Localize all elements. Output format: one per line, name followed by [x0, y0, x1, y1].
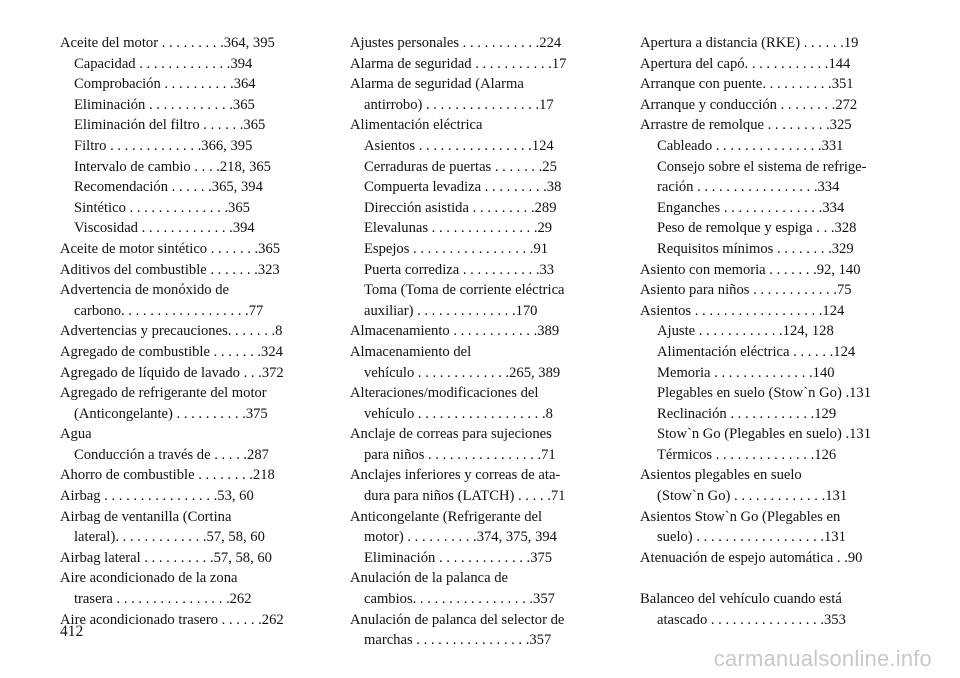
index-entry: auxiliar) . . . . . . . . . . . . . .170 — [364, 302, 538, 319]
index-entry: Alarma de seguridad (Alarma — [350, 76, 524, 93]
index-entry: Requisitos mínimos . . . . . . . .329 — [657, 240, 854, 257]
index-entry: vehículo . . . . . . . . . . . . . . . . . .8 — [364, 405, 553, 422]
index-column-1 — [60, 33, 316, 630]
index-entry: Anclajes inferiores y correas de ata- — [350, 467, 561, 484]
index-entry: Apertura a distancia (RKE) . . . . . .19 — [640, 35, 859, 51]
index-entry: vehículo . . . . . . . . . . . . .265, 389 — [364, 364, 561, 381]
index-entry: Consejo sobre el sistema de refrige- — [657, 158, 867, 175]
index-entry: Anulación de palanca del selector de — [350, 611, 565, 628]
index-entry: Toma (Toma de corriente eléctrica — [364, 282, 565, 299]
index-entry: Asiento con memoria . . . . . . .92, 140 — [640, 261, 861, 278]
index-entry: antirrobo) . . . . . . . . . . . . . . . .17 — [364, 96, 554, 113]
index-entry: suelo) . . . . . . . . . . . . . . . . . .131 — [657, 529, 846, 546]
index-entry: Ahorro de combustible . . . . . . . .218 — [60, 467, 275, 484]
index-entry: lateral). . . . . . . . . . . . .57, 58, 60 — [74, 529, 265, 546]
index-entry: Enganches . . . . . . . . . . . . . .334 — [657, 199, 845, 216]
index-entry: Asientos Stow`n Go (Plegables en — [640, 508, 841, 525]
index-entry: Almacenamiento del — [350, 343, 472, 360]
index-entry: Aire acondicionado de la zona — [60, 570, 238, 587]
index-entry: ración . . . . . . . . . . . . . . . . .334 — [657, 179, 840, 196]
index-entry: Agua — [60, 426, 92, 443]
index-entry: Balanceo del vehículo cuando está — [640, 591, 842, 608]
index-entry: Compuerta levadiza . . . . . . . . .38 — [364, 179, 562, 196]
index-spacer — [640, 568, 896, 589]
index-entry: Airbag lateral . . . . . . . . . .57, 58, 60 — [60, 549, 272, 566]
index-entry: Sintético . . . . . . . . . . . . . .365 — [74, 199, 250, 216]
index-entry: Aditivos del combustible . . . . . . .323 — [60, 261, 280, 278]
index-entry: motor) . . . . . . . . . .374, 375, 394 — [364, 529, 557, 546]
index-entry: Conducción a través de . . . . .287 — [74, 446, 269, 463]
index-entry: Reclinación . . . . . . . . . . . .129 — [657, 405, 837, 422]
index-entry: Puerta corrediza . . . . . . . . . . .33 — [364, 261, 555, 278]
index-column-3 — [640, 33, 896, 630]
index-entry: Atenuación de espejo automática . .90 — [640, 549, 863, 566]
index-entry: carbono. . . . . . . . . . . . . . . . . .77 — [74, 302, 264, 319]
index-entry: Advertencia de monóxido de — [60, 282, 229, 299]
index-entry: Memoria . . . . . . . . . . . . . .140 — [657, 364, 835, 381]
index-entry: Alarma de seguridad . . . . . . . . . . .17 — [350, 55, 567, 72]
index-entry: dura para niños (LATCH) . . . . .71 — [364, 488, 566, 505]
index-entry: Arrastre de remolque . . . . . . . . .325 — [640, 117, 852, 134]
index-entry: cambios. . . . . . . . . . . . . . . . .357 — [364, 591, 555, 608]
index-entry: Comprobación . . . . . . . . . .364 — [74, 76, 256, 93]
index-entry: Arranque y conducción . . . . . . . .272 — [640, 96, 858, 113]
index-entry: (Anticongelante) . . . . . . . . . .375 — [74, 405, 268, 422]
index-entry: Apertura del capó. . . . . . . . . . . .144 — [640, 55, 851, 72]
index-entry: Alteraciones/modificaciones del — [350, 385, 539, 402]
index-entry: Ajustes personales . . . . . . . . . . .224 — [350, 35, 562, 51]
index-entry: Intervalo de cambio . . . .218, 365 — [74, 158, 271, 175]
index-entry: Stow`n Go (Plegables en suelo) .131 — [657, 426, 872, 443]
index-entry: Anclaje de correas para sujeciones — [350, 426, 552, 443]
page-number: 412 — [60, 623, 84, 640]
index-entry: Asientos . . . . . . . . . . . . . . . .124 — [364, 137, 554, 154]
index-entry: Eliminación . . . . . . . . . . . .365 — [74, 96, 255, 113]
index-entry: Espejos . . . . . . . . . . . . . . . . .91 — [364, 240, 549, 257]
index-entry: Plegables en suelo (Stow`n Go) .131 — [657, 385, 872, 402]
index-entry: Asiento para niños . . . . . . . . . . . .75 — [640, 282, 852, 299]
index-entry: Aceite del motor . . . . . . . . .364, 395 — [60, 35, 275, 51]
index-entry: Airbag . . . . . . . . . . . . . . . .53, 60 — [60, 488, 254, 505]
index-entry: Alimentación eléctrica — [350, 117, 483, 134]
index-entry: Aire acondicionado trasero . . . . . .262 — [60, 611, 284, 628]
index-entry: Arranque con puente. . . . . . . . . .351 — [640, 76, 854, 93]
index-entry: Advertencias y precauciones. . . . . . .8 — [60, 323, 283, 340]
index-entry: Peso de remolque y espiga . . .328 — [657, 220, 857, 237]
index-entry: Cerraduras de puertas . . . . . . .25 — [364, 158, 557, 175]
index-entry: Alimentación eléctrica . . . . . .124 — [657, 343, 856, 360]
index-entry: para niños . . . . . . . . . . . . . . . .71 — [364, 446, 556, 463]
index-entry: Viscosidad . . . . . . . . . . . . .394 — [74, 220, 255, 237]
index-entry: Térmicos . . . . . . . . . . . . . .126 — [657, 446, 837, 463]
index-entry: Elevalunas . . . . . . . . . . . . . . .29 — [364, 220, 553, 237]
index-entry: Almacenamiento . . . . . . . . . . . .389 — [350, 323, 560, 340]
index-entry: atascado . . . . . . . . . . . . . . . .353 — [657, 611, 846, 628]
index-entry: Agregado de refrigerante del motor — [60, 385, 267, 402]
index-entry: Capacidad . . . . . . . . . . . . .394 — [74, 55, 253, 72]
index-entry: Aceite de motor sintético . . . . . . .365 — [60, 240, 281, 257]
index-entry: Eliminación . . . . . . . . . . . . .375 — [364, 549, 553, 566]
index-entry: Asientos . . . . . . . . . . . . . . . . . .124 — [640, 302, 845, 319]
index-entry: Anticongelante (Refrigerante del — [350, 508, 543, 525]
index-entry: Airbag de ventanilla (Cortina — [60, 508, 232, 525]
index-entry: marchas . . . . . . . . . . . . . . . .357 — [364, 632, 552, 649]
index-entry: Anulación de la palanca de — [350, 570, 509, 587]
index-entry: Cableado . . . . . . . . . . . . . . .331 — [657, 137, 844, 154]
index-entry: (Stow`n Go) . . . . . . . . . . . . .131 — [657, 488, 848, 505]
index-entry: Filtro . . . . . . . . . . . . .366, 395 — [74, 137, 253, 154]
watermark-text: carmanualsonline.info — [713, 646, 932, 671]
index-entry: trasera . . . . . . . . . . . . . . . .262 — [74, 591, 252, 608]
index-entry: Asientos plegables en suelo — [640, 467, 802, 484]
index-entry: Ajuste . . . . . . . . . . . .124, 128 — [657, 323, 834, 340]
index-column-2 — [350, 33, 606, 651]
index-entry: Agregado de líquido de lavado . . .372 — [60, 364, 284, 381]
index-entry: Eliminación del filtro . . . . . .365 — [74, 117, 266, 134]
index-entry: Dirección asistida . . . . . . . . .289 — [364, 199, 557, 216]
index-entry: Agregado de combustible . . . . . . .324 — [60, 343, 283, 360]
index-entry: Recomendación . . . . . .365, 394 — [74, 179, 263, 196]
